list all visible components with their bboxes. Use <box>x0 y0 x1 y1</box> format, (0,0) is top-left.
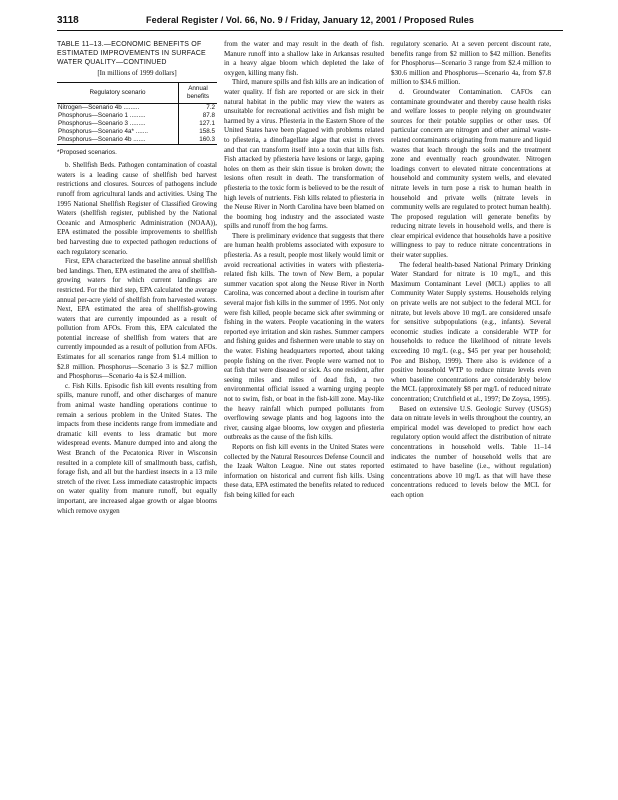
paragraph: from the water and may result in the death of fish. Manure runoff into a shallow lake in Arkansas resulted in a heavy algae bloom which depleted the lake of oxygen, killing many fish. <box>224 40 384 77</box>
row-value: 127.1 <box>199 119 215 127</box>
row-value: 87.8 <box>202 111 215 119</box>
table-row <box>57 136 217 145</box>
page-header <box>57 14 563 31</box>
table-row <box>57 128 217 136</box>
row-scenario: Nitrogen—Scenario 4b ......... <box>57 103 179 112</box>
table-note: *Proposed scenarios. <box>57 148 117 156</box>
page-number: 3118 <box>57 15 79 26</box>
row-scenario: Phosphorus—Scenario 4b ....... <box>57 136 179 145</box>
table-subtitle: [In millions of 1999 dollars] <box>97 69 177 77</box>
row-value: 7.2 <box>206 103 215 111</box>
paragraph: Reports on fish kill events in the United States were collected by the Natural Resources Defense Council and the Izaak Walton League. Nine out states reported information on historical and current fish kills. Using these data, EPA estimated the benefits related to reduced fish being killed for each <box>224 442 384 499</box>
paragraph: Based on extensive U.S. Geologic Survey (USGS) data on nitrate levels in wells throughout the country, an empirical model was developed to predict how each regulatory option would affect the distribution of nitrate concentrations in household wells. Table 11–14 indicates the number of household wells that are estimated to have baseline (i.e., without regulation) concentrations above 10 mg/L as that will have these concentrations reduced to levels below the MCL for each option <box>391 404 551 499</box>
row-scenario: Phosphorus—Scenario 3 ......... <box>57 120 179 128</box>
table-title: TABLE 11–13.—ECONOMIC BENEFITS OF ESTIMATED IMPROVEMENTS IN SURFACE WATER QUALITY—CONTINUED <box>57 41 206 66</box>
row-scenario: Phosphorus—Scenario 4a* ....... <box>57 128 179 136</box>
paragraph: c. Fish Kills. Episodic fish kill events resulting from spills, manure runoff, and other discharges of manure from animal waste handling operations continue to remain a serious problem in the United States. The impacts from these incidents range from immediate and dramatic kill events to less dramatic but more widespread events. Manure dumped into and along the West Branch of the Pecatonica River in Wisconsin resulted in a complete kill of smallmouth bass, catfish, forage fish, and all but the hardiest insects in a 13 mile stretch of the river. Less immediate catastrophic impacts on water quality from manure runoff, but equally important, are increased algae growth or algae blooms which remove oxygen <box>57 381 217 515</box>
paragraph: First, EPA characterized the baseline annual shellfish bed landings. Then, EPA estimated the area of shellfish-growing waters for which current landings are restricted. For the third step, EPA calculated the average annual per-acre yield of shellfish from harvested waters. Next, EPA estimated the area of shellfish-growing waters that are currently impounded as a result of pollution from AFOs. From this, EPA calculated the potential increase of shellfish from waters that are currently impounded as a result of pollution from AFOs. Estimates for all scenarios range from $1.4 million to $2.8 million. Phosphorus—Scenario 3 is $2.7 million and Phosphorus—Scenario 4a is $2.4 million. <box>57 257 217 381</box>
table-row <box>57 103 217 112</box>
column-1 <box>57 40 217 516</box>
table-row <box>57 112 217 120</box>
column-3 <box>391 40 551 501</box>
paragraph: Third, manure spills and fish kills are an indication of water quality. If fish are reported or are sick in their natural habitat in the public may view the waters as unsuitable for recreational activities and fish might be harmed by a virus. Pfiesteria in the Eastern Shore of the United States have been plagued with problems related to pfiesteria, a dinoflagellate algae that exist in rivers and that can transform itself into a toxin that kills fish. Fish attacked by pfiesteria have lesions or large, gaping holes on them as their skin tissue is broken down; the lesions often result in death. The transformation of pfiesteria to the toxic form is believed to be the result of high levels of nutrients. Fish kills related to pfiesteria in the Neuse River in North Carolina have been blamed on the booming hog industry and the associated waste spills and runoff from the hog farms. <box>224 78 384 231</box>
col-header-scenario: Regulatory scenario <box>57 82 179 103</box>
paragraph: b. Shellfish Beds. Pathogen contamination of coastal waters is a leading cause of shellfish bed harvest restrictions and closures. Sources of pathogens include runoff from agricultural lands and activities. Using The 1995 National Shellfish Register of Classified Growing Waters (shellfish register, published by the National Oceanic and Atmospheric Administration (NOAA)), EPA estimated the possible improvements to shellfish bed harvesting due to expected pathogen reductions of each regulatory scenario. <box>57 161 217 256</box>
column-2 <box>224 40 384 501</box>
paragraph: The federal health-based National Primary Drinking Water Standard for nitrate is 10 mg/L, and this Maximum Contaminant Level (MCL) applies to all Community Water Supply systems. Households relying on private wells are not subject to the federal MCL for nitrate, but levels above 10 mg/L are considered unsafe for sensitive subpopulations (e.g., infants). Several economic studies indicate a considerable WTP for households to reduce the likelihood of nitrate levels exceeding 10 mg/L (e.g., $45 per year per household; Poe and Bishop, 1999). There also is evidence of a positive household WTP to reduce nitrate levels even when baseline concentrations are considerably below the MCL (approximately $8 per mg/L of reduced nitrate concentration; Crutchfield et al., 1997; De Zoysa, 1995). <box>391 260 551 403</box>
running-title: Federal Register / Vol. 66, No. 9 / Friday, January 12, 2001 / Proposed Rules <box>146 15 474 25</box>
col-header-benefits: Annual benefits <box>179 82 218 103</box>
row-value: 160.3 <box>179 136 218 145</box>
table-row <box>57 120 217 128</box>
paragraph: There is preliminary evidence that suggests that there are human health problems associated with exposure to pfiesteria. As a result, people most likely would limit or avoid recreational activities in waters with pfiesteria-related fish kills. The town of New Bern, a popular summer vacation spot along the Neuse River in North Carolina, was concerned about a decline in tourism after several major fish kills in the summer of 1995. Not only were fish killed, people became sick after swimming or fishing in the waters. People vacationing in the waters reported eye irritation and skin rashes. Summer campers and fishing guides and fishermen were unable to stay on the water. Fishing headquarters reported, about taking people fishing on the river. People were warned not to eat fish that were diseased or sick. As one resident, after seeing miles and miles of dead fish, a two environmental official issued a warning urging people not to swim, fish, or boat in the fish-kill zone. May-like the heavy rainfall which pumped pollutants from overflowing sewage plants and hog lagoons into the river, causing algae blooms, low oxygen and pfiesteria outbreaks as the cause of the fish kills. <box>224 231 384 442</box>
benefits-table <box>57 82 217 145</box>
paragraph: regulatory scenario. At a seven percent discount rate, benefits range from $2 million to $42 million. Benefits for Phosphorus—Scenario 3 range from $2.4 million to $30.6 million and Phosphorus—Scenario 4a, from $7.8 million to $34.6 million. <box>391 40 551 87</box>
row-scenario: Phosphorus—Scenario 1 ......... <box>57 112 179 120</box>
paragraph: d. Groundwater Contamination. CAFOs can contaminate groundwater and thereby cause health risks and welfare losses to people relying on groundwater sources for their potable supplies or other uses. Of particular concern are nitrogen and other animal waste-related contaminants originating from manure and liquid wastes that leach through the soils and the treatment zone and eventually reach groundwater. Nitrogen loadings convert to elevated nitrate concentrations at household and community system wells, and elevated nitrate levels in turn pose a risk to human health in household and private wells (nitrate levels in community wells are regulated to protect human health). The proposed regulation will generate benefits by reducing nitrate levels in household wells, and there is clear empirical evidence that households have a positive willingness to pay to reduce nitrate concentrations in their water supplies. <box>391 87 551 260</box>
row-value: 158.5 <box>199 127 215 135</box>
